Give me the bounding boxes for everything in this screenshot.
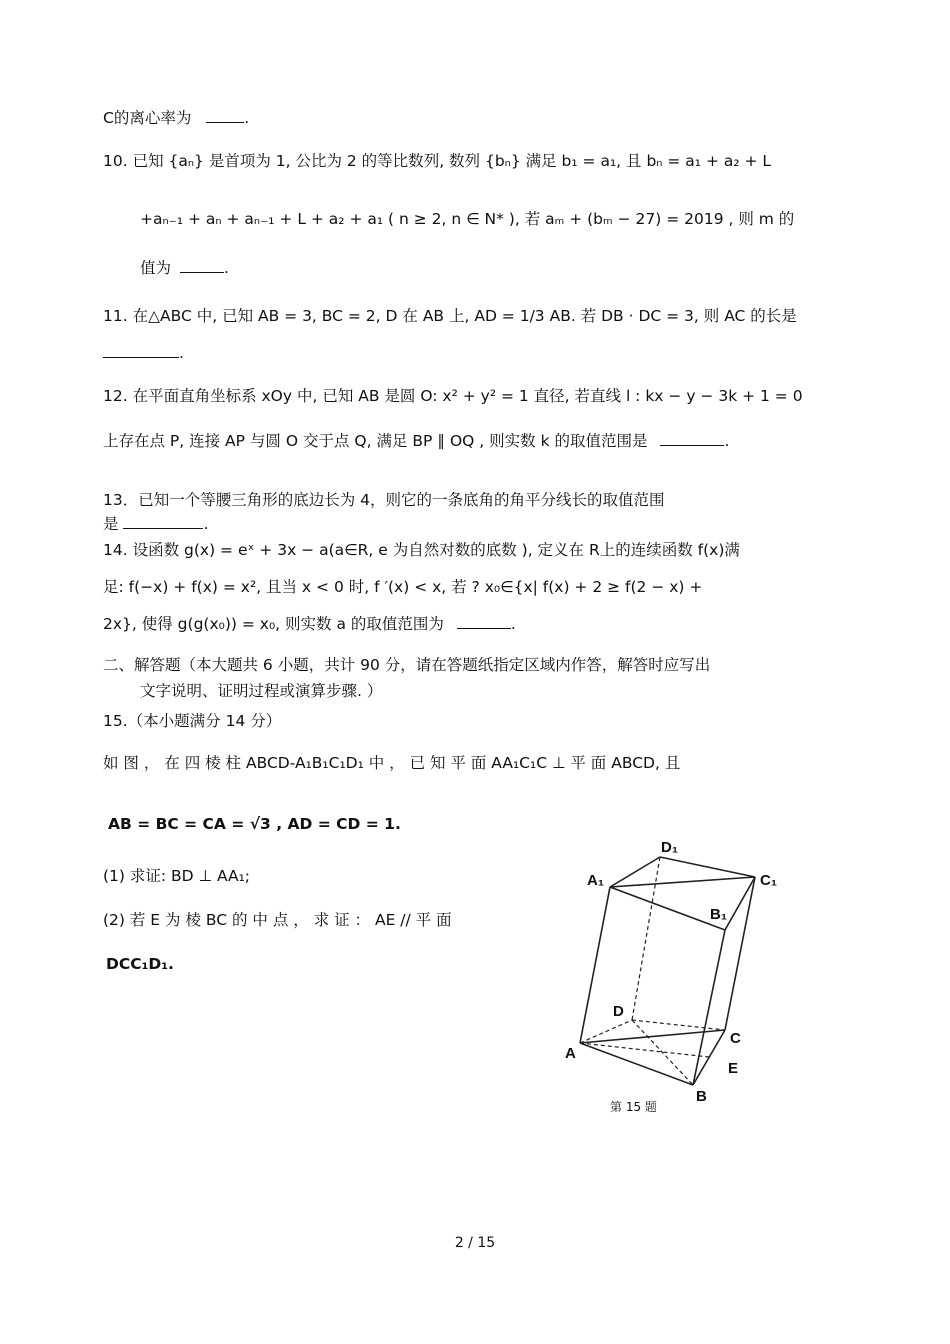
q13-text: 是: [103, 515, 119, 533]
section-heading: 二、解答题（本大题共 6 小题，共计 90 分，请在答题纸指定区域内作答，解答时应写出: [103, 656, 711, 674]
q15-condition: AB = BC = CA = √3 , AD = CD = 1.: [108, 815, 401, 833]
solid-edges: [580, 857, 755, 1085]
punct: .: [179, 344, 184, 362]
q13-line1: 13．已知一个等腰三角形的底边长为 4，则它的一条底角的角平分线长的取值范围: [103, 491, 665, 509]
q15-title: 15.（本小题满分 14 分）: [103, 712, 282, 730]
label-B: B: [696, 1088, 707, 1105]
q9-tail: [103, 108, 249, 128]
punct: .: [203, 515, 209, 533]
label-D1: D₁: [661, 839, 679, 856]
label-A: A: [565, 1045, 576, 1062]
answer-blank: [457, 614, 511, 629]
q10-line3: [140, 258, 229, 278]
q12-line2: [103, 431, 729, 451]
page-number: 2 / 15: [454, 1235, 496, 1251]
label-B1: B₁: [710, 906, 728, 923]
punct: .: [223, 259, 229, 277]
q11-line1: 11. 在△ABC 中, 已知 AB = 3, BC = 2, D 在 AB 上, AD = 1/3 AB. 若 DB · DC = 3, 则 AC 的长是: [103, 307, 797, 325]
q10-line1: 10. 已知 {aₙ} 是首项为 1, 公比为 2 的等比数列, 数列 {bₙ} 满足 b₁ = a₁, 且 bₙ = a₁ + a₂ + L: [103, 152, 772, 170]
q15-part1: (1) 求证: BD ⊥ AA₁;: [103, 867, 251, 885]
label-C1: C₁: [760, 872, 778, 889]
answer-blank: [103, 343, 179, 358]
q15-part2: (2) 若 E 为 棱 BC 的 中 点 ， 求 证 ： AE // 平 面: [103, 911, 452, 929]
answer-blank: [123, 514, 203, 529]
answer-blank: [180, 258, 224, 273]
q15-statement: 如 图 ， 在 四 棱 柱 ABCD-A₁B₁C₁D₁ 中 ， 已 知 平 面 AA₁C₁C ⊥ 平 面 ABCD, 且: [103, 754, 681, 772]
figure-caption: 第 15 题: [610, 1100, 657, 1114]
punct: .: [244, 109, 250, 127]
q10-line2: +aₙ₋₁ + aₙ + aₙ₋₁ + L + a₂ + a₁ ( n ≥ 2, n ∈ N* ), 若 aₘ + (bₘ − 27) = 2019 , 则 m 的: [140, 210, 795, 228]
q9-text: C的离心率为: [103, 109, 192, 127]
q14-text: 2x}, 使得 g(g(x₀)) = x₀, 则实数 a 的取值范围为: [103, 615, 444, 633]
q14-line2: 足: f(−x) + f(x) = x², 且当 x < 0 时, f ′(x) < x, 若 ? x₀∈{x| f(x) + 2 ≥ f(2 − x) +: [103, 578, 703, 596]
q14-line1: 14. 设函数 g(x) = eˣ + 3x − a(a∈R, e 为自然对数的底数 ), 定义在 R上的连续函数 f(x)满: [103, 541, 740, 559]
section-instructions: 文字说明、证明过程或演算步骤. ）: [140, 682, 383, 700]
q14-line3: [103, 614, 516, 634]
punct: .: [724, 432, 730, 450]
q15-part2-tail: DCC₁D₁.: [106, 955, 174, 973]
label-C: C: [730, 1030, 741, 1047]
answer-blank: [206, 108, 244, 123]
answer-blank: [660, 431, 724, 446]
label-E: E: [728, 1060, 739, 1077]
label-D: D: [613, 1003, 624, 1020]
q11-line2: [103, 343, 184, 363]
q13-line2: [103, 514, 208, 534]
q10-text: 值为: [140, 259, 172, 277]
prism-figure: [560, 835, 800, 1120]
q12-text: 上存在点 P, 连接 AP 与圆 O 交于点 Q, 满足 BP ∥ OQ , 则实数 k 的取值范围是: [103, 432, 648, 450]
punct: .: [510, 615, 516, 633]
q12-line1: 12. 在平面直角坐标系 xOy 中, 已知 AB 是圆 O: x² + y² = 1 直径, 若直线 l : kx − y − 3k + 1 = 0: [103, 387, 803, 405]
label-A1: A₁: [587, 872, 605, 889]
